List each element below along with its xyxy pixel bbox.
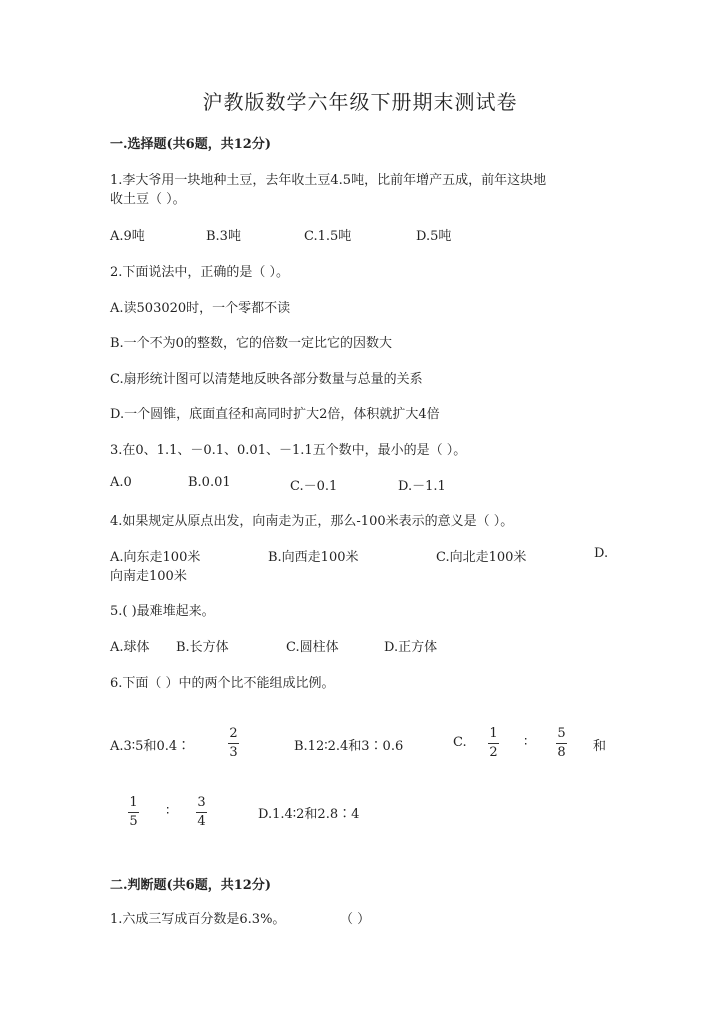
q1-option-d: D.5吨: [416, 229, 452, 244]
q6-option-d: D.1.4∶2和2.8∶4: [258, 807, 360, 822]
q1-option-a: A.9吨: [110, 229, 145, 244]
fraction-denominator: 4: [197, 814, 206, 829]
q6-stem: 6.下面（ ）中的两个比不能组成比例。: [110, 676, 335, 691]
q6-option-b: B.12∶2.4和3∶0.6: [294, 739, 404, 754]
q6-option-c-label: C.: [453, 735, 467, 750]
fraction-numerator: 2: [229, 726, 238, 741]
q6-option-c-colon: ∶: [524, 735, 528, 750]
q1-stem-line1: 1.李大爷用一块地种土豆，去年收土豆4.5吨，比前年增产五成，前年这块地: [110, 173, 547, 188]
fraction-bar: [228, 743, 239, 744]
q6-row2-colon: ∶: [166, 804, 170, 819]
q2-option-d: D.一个圆锥，底面直径和高同时扩大2倍，体积就扩大4倍: [110, 407, 440, 422]
q2-option-c: C.扇形统计图可以清楚地反映各部分数量与总量的关系: [110, 372, 423, 387]
fraction-denominator: 3: [229, 745, 238, 760]
s2-q1-stem: 1.六成三写成百分数是6.3%。: [110, 912, 286, 927]
q2-stem: 2.下面说法中，正确的是（ ）。: [110, 265, 290, 280]
fraction-numerator: 3: [197, 795, 206, 810]
q6-row2-fraction-1: [128, 795, 139, 830]
q6-option-c-and: 和: [593, 739, 607, 754]
q1-option-b: B.3吨: [206, 229, 241, 244]
q4-stem: 4.如果规定从原点出发，向南走为正，那么-100米表示的意义是（ ）。: [110, 514, 514, 529]
q5-option-d: D.正方体: [384, 640, 438, 655]
q3-option-c: C.－0.1: [290, 479, 338, 494]
q6-option-a-text: A.3∶5和0.4∶: [110, 739, 191, 754]
q1-option-c: C.1.5吨: [304, 229, 352, 244]
q6-row2-fraction-2: [196, 795, 207, 830]
q5-stem: 5.( )最难堆起来。: [110, 604, 215, 619]
q5-option-a: A.球体: [110, 640, 150, 655]
q3-option-d: D.－1.1: [398, 479, 446, 494]
fraction-bar: [128, 812, 139, 813]
fraction-numerator: 1: [129, 795, 138, 810]
q4-option-a: A.向东走100米: [110, 550, 201, 565]
q6-option-a-fraction: [228, 726, 239, 761]
fraction-bar: [196, 812, 207, 813]
q4-option-c: C.向北走100米: [436, 550, 527, 565]
fraction-numerator: 1: [489, 726, 498, 741]
page-title: 沪教版数学六年级下册期末测试卷: [202, 90, 518, 114]
section-1-heading: 一.选择题(共6题，共12分): [110, 137, 271, 152]
fraction-numerator: 5: [557, 726, 566, 741]
fraction-bar: [556, 743, 567, 744]
q2-option-b: B.一个不为0的整数，它的倍数一定比它的因数大: [110, 336, 392, 351]
fraction-denominator: 5: [129, 814, 138, 829]
fraction-denominator: 2: [489, 745, 498, 760]
q4-option-d-label: D.: [594, 546, 609, 561]
q4-option-d-text: 向南走100米: [110, 569, 187, 584]
fraction-denominator: 8: [557, 745, 566, 760]
q3-stem: 3.在0、1.1、－0.1、0.01、－1.1五个数中，最小的是（ ）。: [110, 443, 467, 458]
q3-option-a: A.0: [110, 475, 132, 490]
q6-option-c-fraction-2: [556, 726, 567, 761]
q3-option-b: B.0.01: [188, 475, 231, 490]
q2-option-a: A.读503020时，一个零都不读: [110, 301, 291, 316]
q1-stem-line2: 收土豆（ ）。: [110, 192, 186, 207]
s2-q1-answer-blank: （ ）: [340, 912, 371, 927]
fraction-bar: [488, 743, 499, 744]
q5-option-b: B.长方体: [176, 640, 229, 655]
section-2-heading: 二.判断题(共6题，共12分): [110, 878, 271, 893]
q4-option-b: B.向西走100米: [268, 550, 359, 565]
q6-option-c-fraction-1: [488, 726, 499, 761]
q5-option-c: C.圆柱体: [286, 640, 339, 655]
